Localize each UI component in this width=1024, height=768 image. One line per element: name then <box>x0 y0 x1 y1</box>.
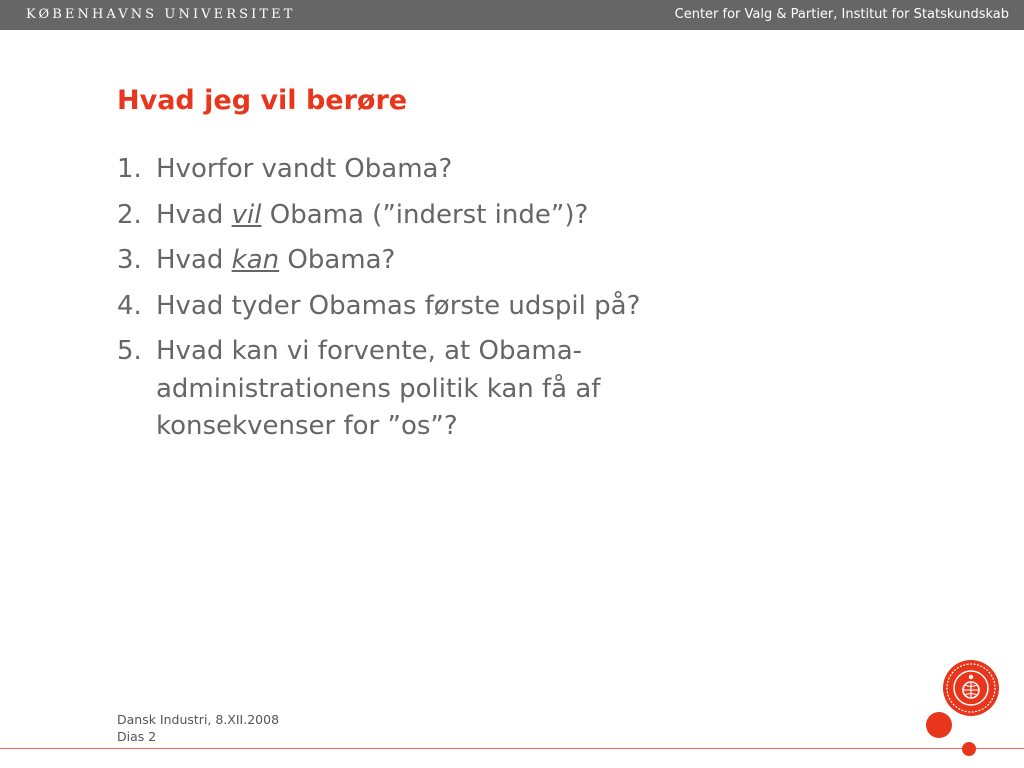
university-name: KØBENHAVNS UNIVERSITET <box>26 7 296 22</box>
footer-rule <box>0 748 1024 749</box>
university-seal-icon <box>942 659 1000 717</box>
center-name: Center for Valg & Partier, Institut for Statskundskab <box>674 7 1009 22</box>
item-emphasis: vil <box>231 199 262 230</box>
slide-title: Hvad jeg vil berøre <box>117 85 408 116</box>
item-text-after: Obama (”inderst inde”)? <box>261 199 589 230</box>
agenda-item-3 <box>117 242 777 280</box>
item-number: 5. <box>117 336 142 366</box>
agenda-item-4 <box>117 288 777 326</box>
agenda-list <box>117 151 777 454</box>
item-text: Hvorfor vandt Obama? <box>156 154 453 184</box>
item-emphasis: kan <box>231 245 280 275</box>
footer-slide-number: Dias 2 <box>117 729 157 744</box>
agenda-item-1 <box>117 151 777 189</box>
item-text-after: Obama? <box>279 245 396 275</box>
item-text: Hvad kan vi forvente, at Obama-administrationens politik kan få af konsekvenser for ”os”? <box>156 336 601 441</box>
item-text-before: Hvad <box>156 245 232 275</box>
agenda-item-2 <box>117 197 777 235</box>
decorative-dot-small <box>962 742 976 756</box>
item-number: 2. <box>117 199 142 230</box>
item-number: 3. <box>117 245 142 275</box>
footer-event: Dansk Industri, 8.XII.2008 <box>117 712 280 727</box>
footer-text <box>117 711 279 745</box>
decorative-dot-large <box>926 712 952 738</box>
item-text <box>156 242 777 280</box>
item-number: 1. <box>117 154 142 184</box>
header-bar <box>0 0 1024 30</box>
item-number: 4. <box>117 290 142 321</box>
agenda-item-5 <box>117 333 777 446</box>
item-text-before: Hvad <box>156 199 232 230</box>
item-text: Hvad tyder Obamas første udspil på? <box>156 290 641 321</box>
item-text <box>156 197 777 235</box>
